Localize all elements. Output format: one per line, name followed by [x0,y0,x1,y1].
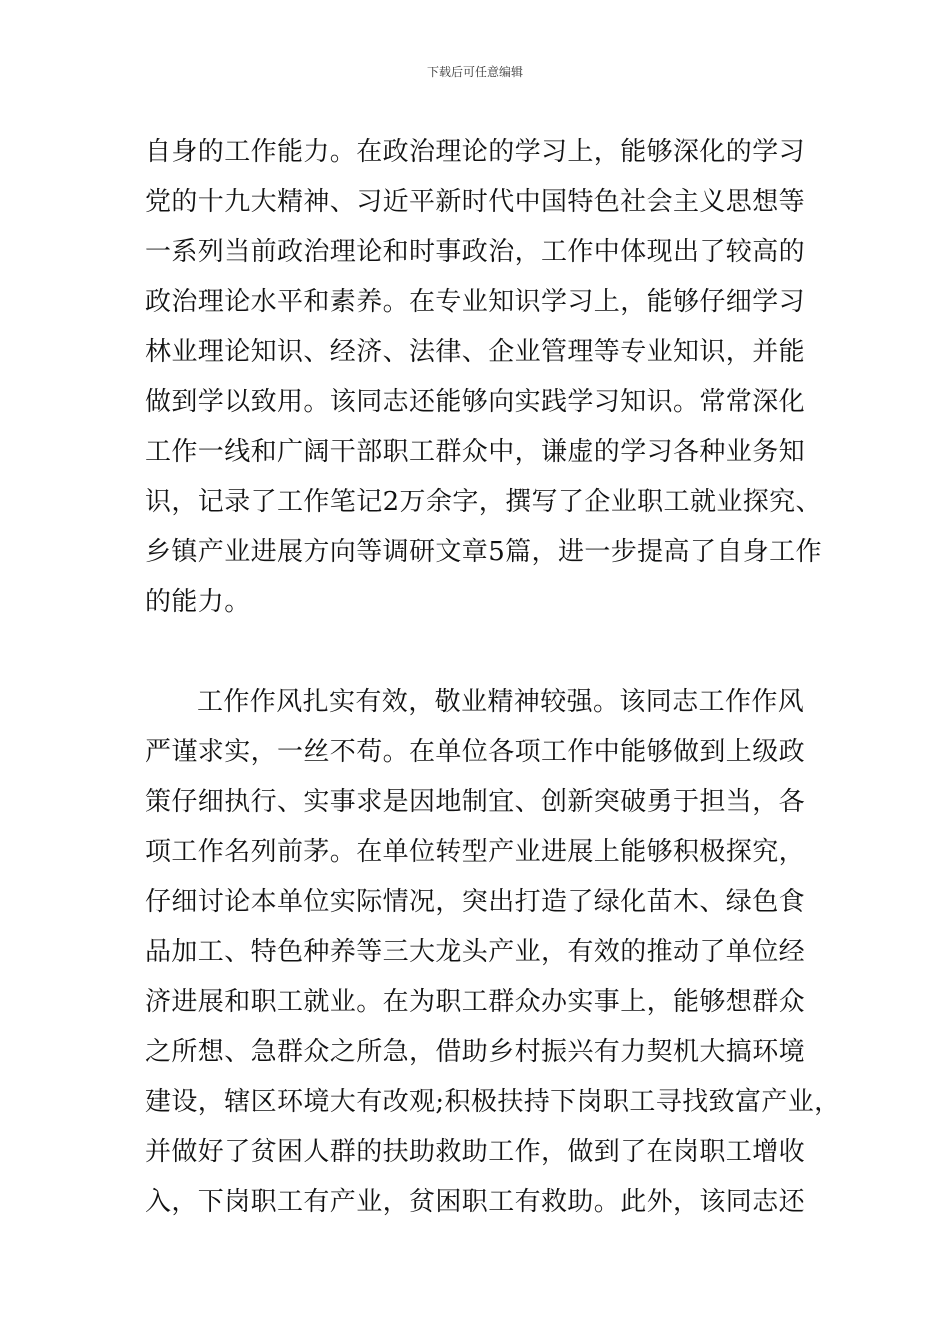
text-line: 自身的工作能力。在政治理论的学习上，能够深化的学习 [145,137,806,167]
text-line: 工作一线和广阔干部职工群众中，谦虚的学习各种业务知 [145,437,806,467]
text-line: 党的十九大精神、习近平新时代中国特色社会主义思想等 [145,187,806,217]
text-line: 品加工、特色种养等三大龙头产业，有效的推动了单位经 [145,937,806,967]
text-line: 工作作风扎实有效，敬业精神较强。该同志工作作风 [197,687,805,717]
text-line: 济进展和职工就业。在为职工群众办实事上，能够想群众 [145,987,806,1017]
text-line: 策仔细执行、实事求是因地制宜、创新突破勇于担当，各 [145,787,806,817]
paragraph-2 [145,677,841,1227]
text-line: 政治理论水平和素养。在专业知识学习上，能够仔细学习 [145,287,806,317]
text-line: 建设，辖区环境大有改观;积极扶持下岗职工寻找致富产业， [145,1087,841,1117]
paragraph-1 [145,127,825,627]
text-line: 项工作名列前茅。在单位转型产业进展上能够积极探究， [145,837,806,867]
text-line: 一系列当前政治理论和时事政治，工作中体现出了较高的 [145,237,806,267]
text-line: 乡镇产业进展方向等调研文章5篇，进一步提高了自身工作 [145,537,822,567]
text-line: 林业理论知识、经济、法律、企业管理等专业知识，并能 [145,337,806,367]
text-line: 严谨求实，一丝不苟。在单位各项工作中能够做到上级政 [145,737,806,767]
text-line: 仔细讨论本单位实际情况，突出打造了绿化苗木、绿色食 [145,887,806,917]
text-line: 之所想、急群众之所急，借助乡村振兴有力契机大搞环境 [145,1037,806,1067]
text-line: 入，下岗职工有产业，贫困职工有救助。此外，该同志还 [145,1187,806,1217]
paragraph-gap [145,627,825,677]
page-header: 下载后可任意编辑 [426,65,523,79]
text-line: 识，记录了工作笔记2万余字，撰写了企业职工就业探究、 [145,487,822,517]
text-line: 并做好了贫困人群的扶助救助工作，做到了在岗职工增收 [145,1137,806,1167]
text-line: 做到学以致用。该同志还能够向实践学习知识。常常深化 [145,387,806,417]
text-line: 的能力。 [145,587,251,617]
document-body [145,127,841,1227]
